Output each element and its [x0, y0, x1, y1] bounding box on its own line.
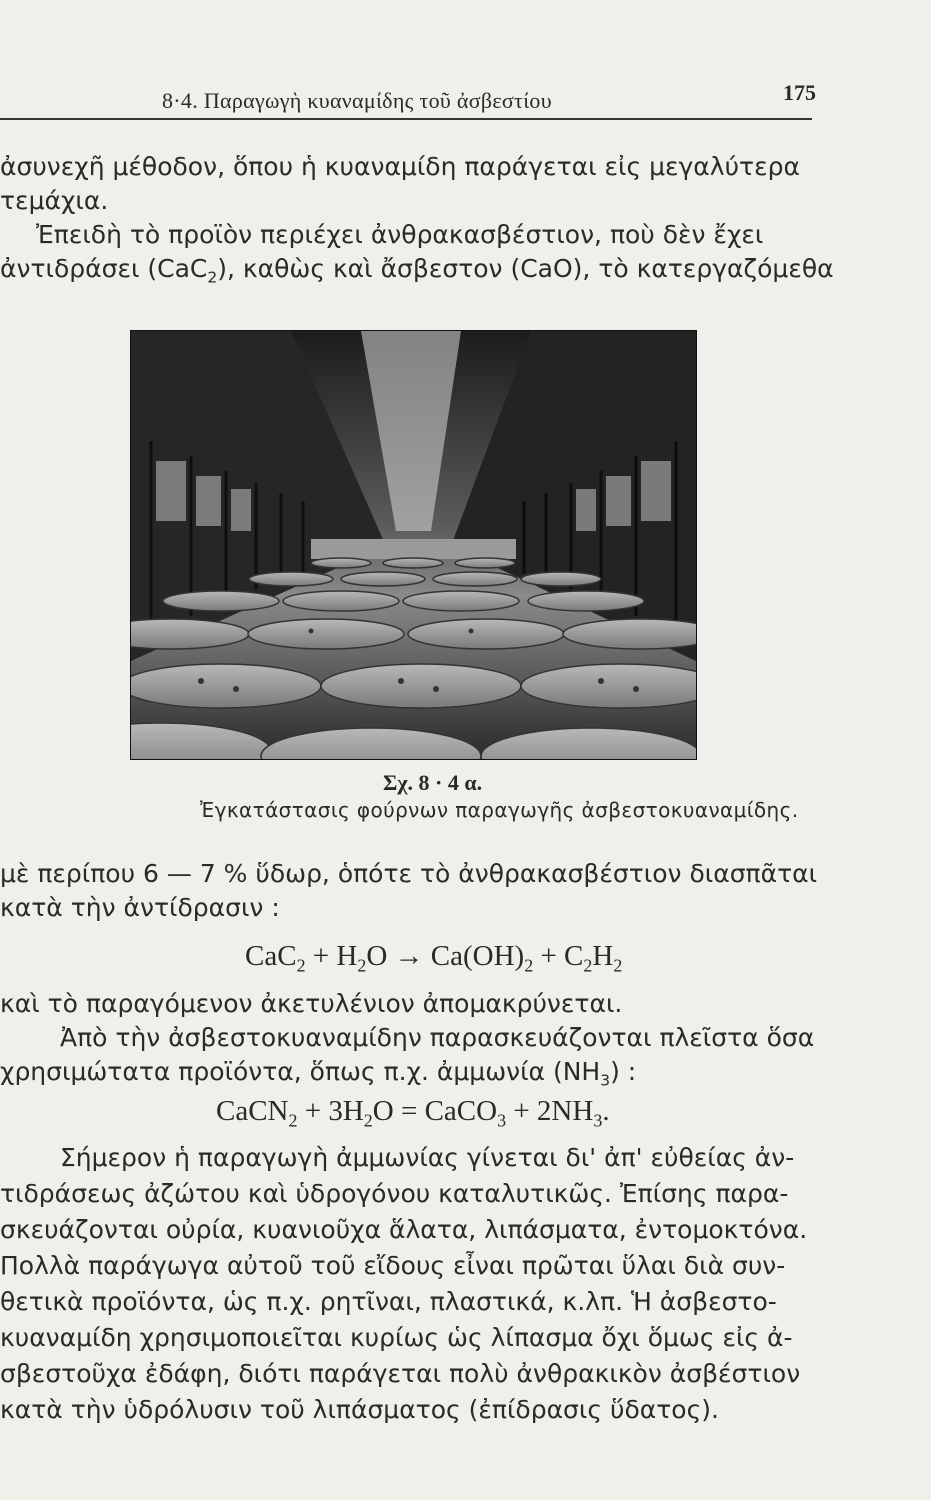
page-header: [0, 78, 931, 128]
header-rule: [0, 118, 812, 120]
text-line: καὶ τὸ παραγόμενον ἀκετυλένιον ἀπομακρύνεται.: [0, 989, 623, 1018]
text-line: ἀντιδράσει (CaC$_2$), καθὼς καὶ ἄσβεστον (CaO), τὸ κατεργαζόμεθα: [0, 254, 834, 287]
text-line: κατὰ τὴν ὑδρόλυσιν τοῦ λιπάσματος (ἐπίδρασις ὕδατος).: [0, 1395, 719, 1424]
text-line: μὲ περίπου 6 — 7 % ὕδωρ, ὁπότε τὸ ἀνθρακασβέστιον διασπᾶται: [0, 859, 818, 888]
page-number: 175: [783, 80, 816, 105]
figure-label: Σχ. 8 · 4 α.: [383, 770, 483, 795]
equation-hydrolysis: $CaC_2 + H_2O \to Ca(OH)_2 + C_2H_2$: [245, 940, 623, 976]
text-line: σβεστοῦχα ἐδάφη, διότι παράγεται πολὺ ἀνθρακικὸν ἀσβέστιον: [0, 1359, 801, 1388]
final-paragraph: [0, 1140, 860, 1428]
body-paragraph-2: [0, 987, 860, 1089]
text-line: κατὰ τὴν ἀντίδρασιν :: [0, 893, 280, 922]
text-line: σκευάζονται οὐρία, κυανιοῦχα ἅλατα, λιπάσματα, ἐντομοκτόνα.: [0, 1215, 808, 1244]
intro-paragraph: [0, 150, 860, 286]
body-paragraph-1: [0, 857, 860, 925]
text-line: κυαναμίδη χρησιμοποιεῖται κυρίως ὡς λίπασμα ὄχι ὅμως εἰς ἀ-: [0, 1323, 793, 1352]
text-line: Ἀπὸ τὴν ἀσβεστοκυαναμίδην παρασκευάζονται πλεῖστα ὅσα: [60, 1023, 815, 1052]
text-line: τεμάχια.: [0, 186, 109, 215]
text-line: Πολλὰ παράγωγα αὐτοῦ τοῦ εἴδους εἶναι πρῶται ὕλαι διὰ συν-: [0, 1251, 786, 1280]
text-line: θετικὰ προϊόντα, ὡς π.χ. ρητῖναι, πλαστικά, κ.λπ. Ἡ ἀσβεστο-: [0, 1287, 777, 1316]
text-line: ἀσυνεχῆ μέθοδον, ὅπου ἡ κυαναμίδη παράγεται εἰς μεγαλύτερα: [0, 152, 800, 181]
equation-ammonia: CaCN$_2$ + $3H_2O$ = CaCO$_3$ + $2NH_3$.: [216, 1095, 610, 1131]
furnace-hall-photo: [130, 330, 697, 760]
text-line: Ἐπειδὴ τὸ προϊὸν περιέχει ἀνθρακασβέστιον, ποὺ δὲν ἔχει: [36, 220, 764, 249]
text-line: Σήμερον ἡ παραγωγὴ ἀμμωνίας γίνεται δι' ἀπ' εὐθείας ἀν-: [60, 1143, 795, 1172]
text-line: τιδράσεως ἀζώτου καὶ ὑδρογόνου καταλυτικῶς. Ἐπίσης παρα-: [0, 1179, 789, 1208]
figure-caption: Ἐγκατάστασις φούρνων παραγωγῆς ἀσβεστοκυαναμίδης.: [200, 798, 799, 822]
text-line: χρησιμώτατα προϊόντα, ὅπως π.χ. ἀμμωνία $(NH_3)$ :: [0, 1057, 637, 1090]
running-title: 8·4. Παραγωγὴ κυαναμίδης τοῦ ἀσβεστίου: [162, 88, 552, 113]
